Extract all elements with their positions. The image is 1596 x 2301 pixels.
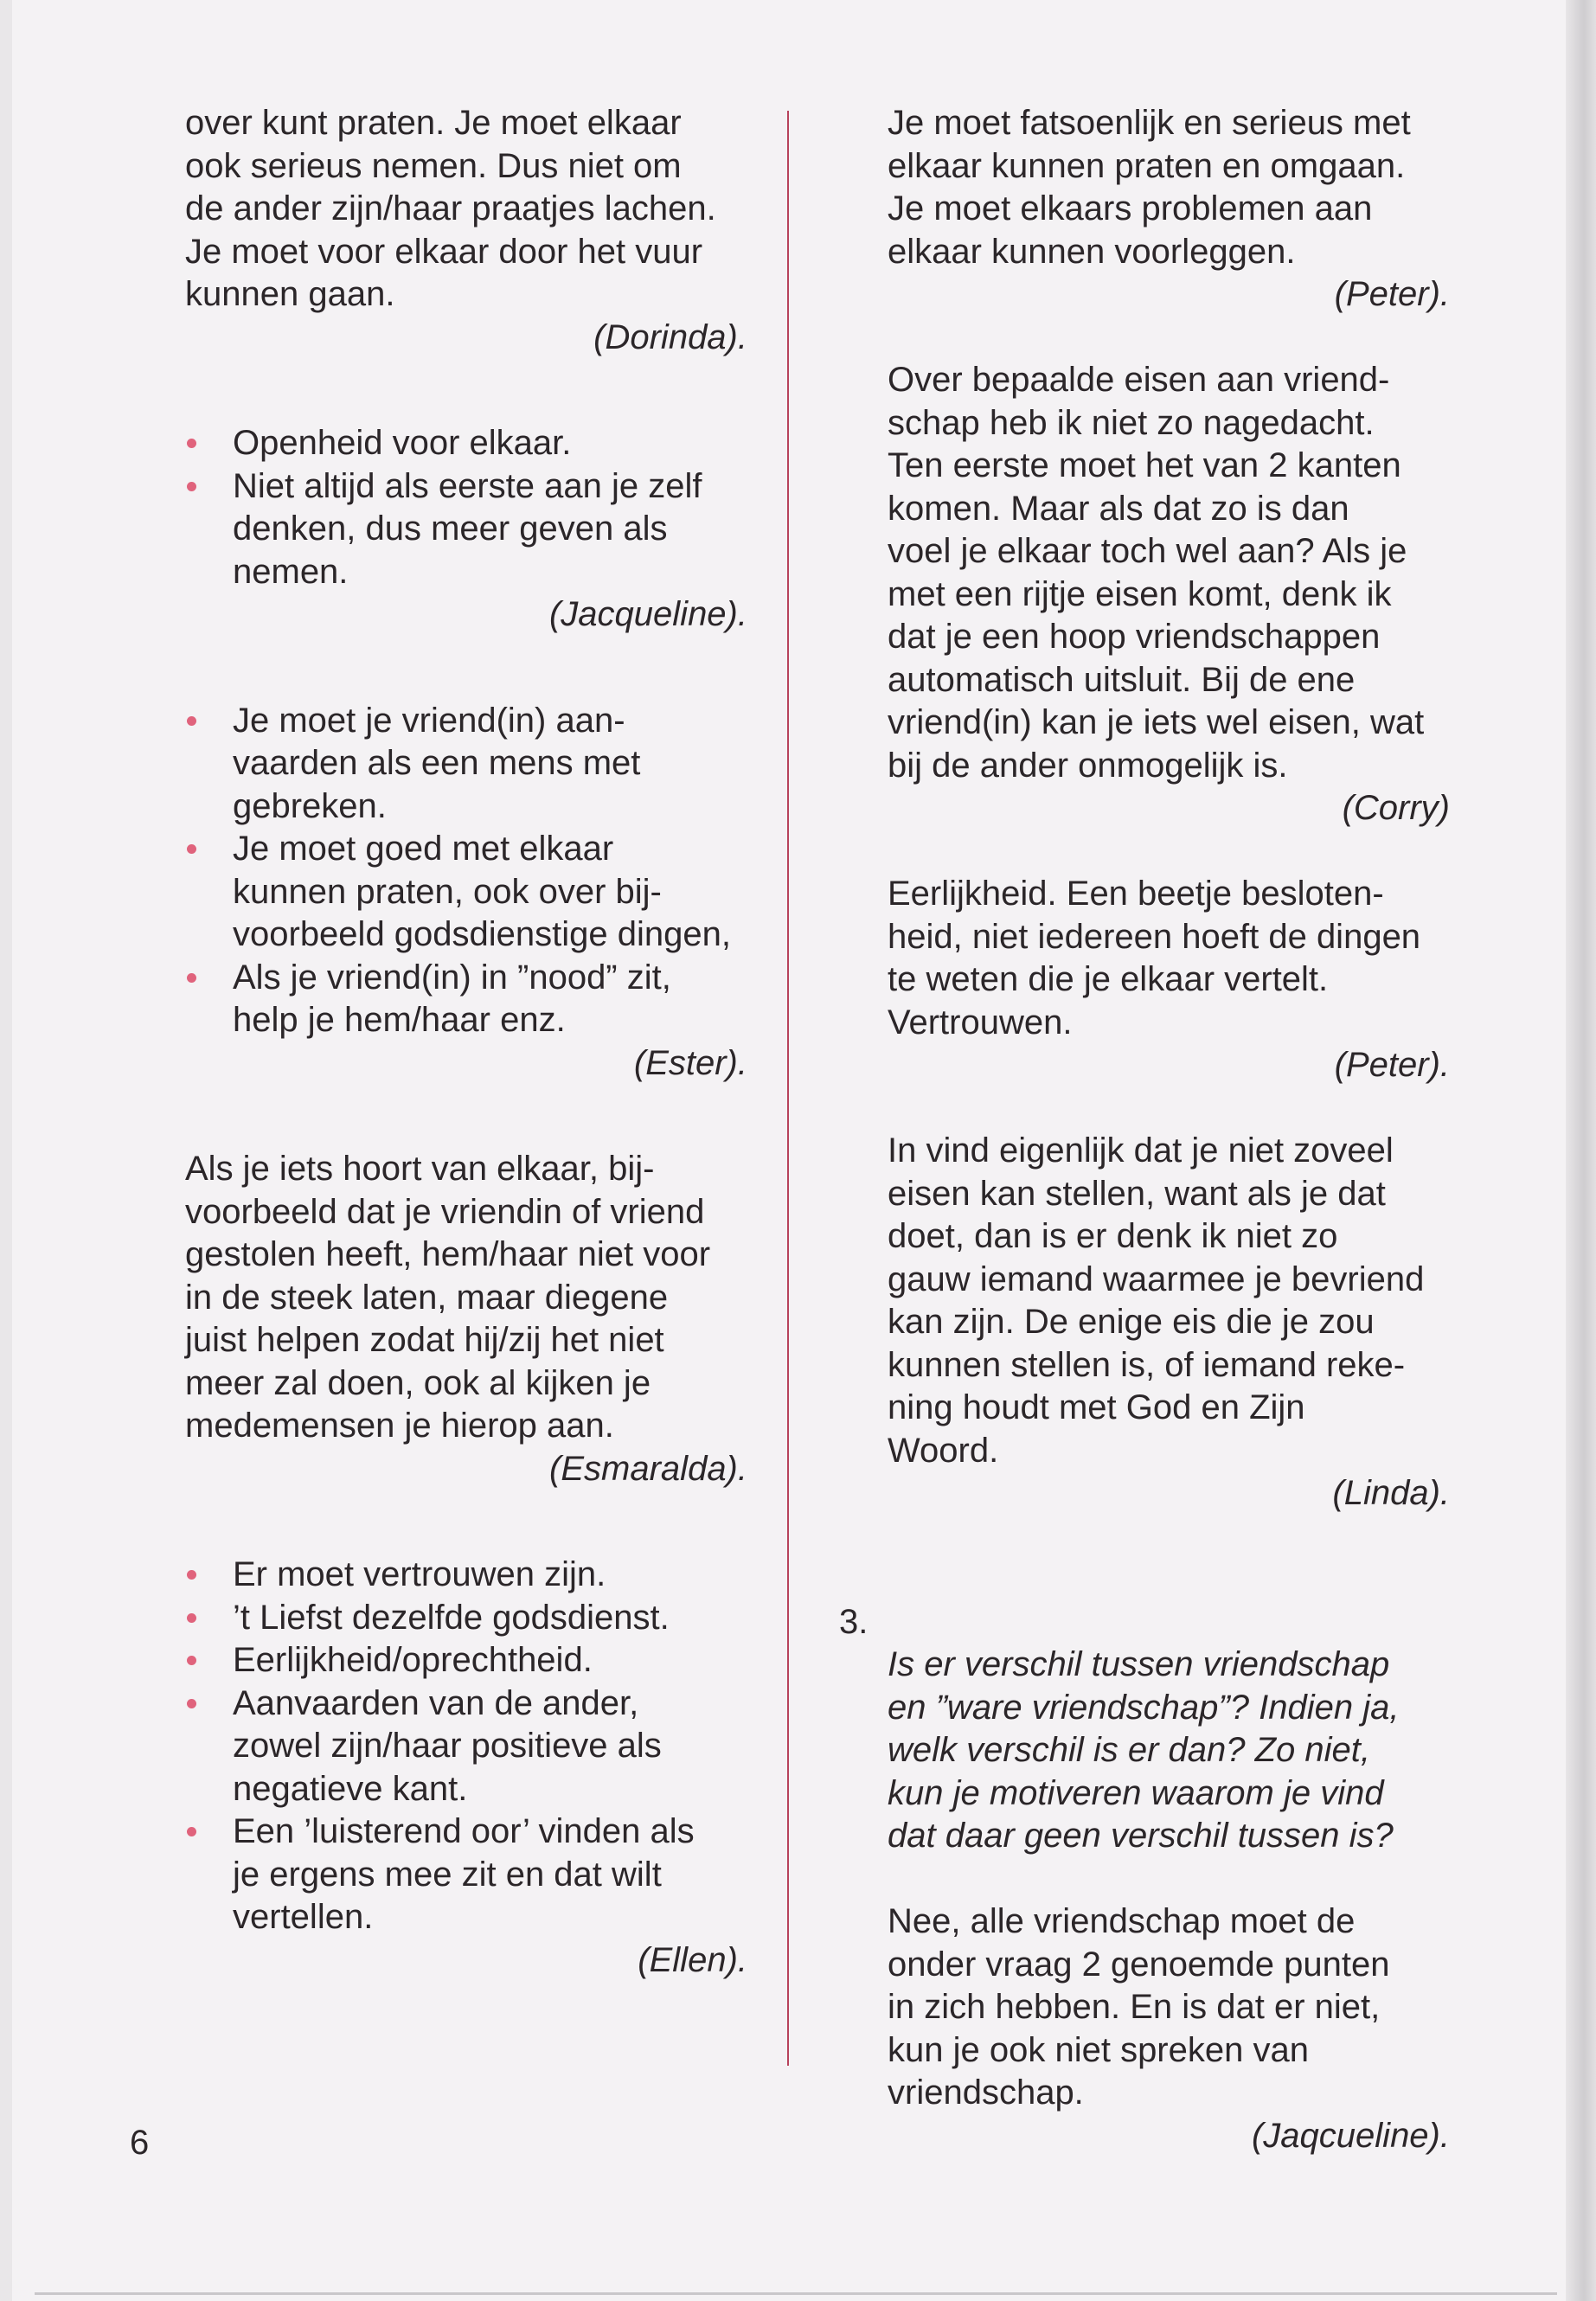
list-item: Niet altijd als eerste aan je zelf denken, dus meer geven als nemen. [185, 465, 747, 594]
response-ellen [185, 1554, 747, 1982]
column-divider [787, 111, 789, 2066]
response-jaqcueline [888, 1900, 1450, 2157]
list-item: Er moet vertrouwen zijn. [185, 1554, 747, 1597]
author-ester: (Ester). [633, 1043, 747, 1082]
response-text: Over bepaalde eisen aan vriend- schap heb ik niet zo nagedacht. Ten eerste moet het van 2 kanten komen. Maar als dat zo is dan voel je elkaar toch wel aan? Als je met een rijtje eisen komt, denk ik dat je een hoop vriendschappen automatisch uitsluit. Bij de ene vriend(in) kan je iets wel eisen, wat bij de ander onmogelijk is. [888, 361, 1425, 785]
response-peter-1 [888, 102, 1450, 317]
author-jaqcueline: (Jaqcueline). [1251, 2116, 1450, 2155]
response-text: Je moet fatsoenlijk en serieus met elkaar kunnen praten en omgaan. Je moet elkaars problemen aan elkaar kunnen voorleggen. [888, 104, 1411, 271]
author-linda: (Linda). [1332, 1474, 1450, 1512]
question-text: Is er verschil tussen vriendschap en ”ware vriendschap”? Indien ja, welk verschil is er dan? Zo niet, kun je motiveren waarom je vind dat daar geen verschil tussen is? [888, 1645, 1400, 1855]
bullet-list [185, 422, 747, 593]
list-item: Je moet goed met elkaar kunnen praten, ook over bij- voorbeeld godsdienstige dingen, [185, 828, 747, 957]
response-dorinda [185, 102, 747, 359]
author-dorinda: (Dorinda). [593, 317, 747, 356]
question-3 [839, 1558, 1450, 1858]
left-column [185, 102, 747, 1982]
response-jacqueline [185, 422, 747, 637]
response-esmaralda [185, 1148, 747, 1490]
author-ellen: (Ellen). [638, 1940, 747, 1979]
author-peter: (Peter). [1334, 1046, 1450, 1084]
question-number: 3. [839, 1602, 869, 1641]
response-peter-2 [888, 873, 1450, 1087]
list-item: Openheid voor elkaar. [185, 422, 747, 465]
author-corry: (Corry) [1342, 789, 1450, 827]
list-item: Aanvaarden van de ander, zowel zijn/haar positieve als negatieve kant. [185, 1682, 747, 1811]
author-peter: (Peter). [1334, 275, 1450, 313]
response-text: Als je iets hoort van elkaar, bij- voorbeeld dat je vriendin of vriend gestolen heeft, hem/haar niet voor in de steek laten, maar diegene juist helpen zodat hij/zij het niet meer zal doen, ook al kijken je medemensen je hierop aan. [185, 1150, 711, 1445]
bottom-rule [35, 2292, 1557, 2295]
response-text: In vind eigenlijk dat je niet zoveel eisen kan stellen, want als je dat doet, dan is er denk ik niet zo gauw iemand waarmee je bevriend kan zijn. De enige eis die je zou kunnen stellen is, of iemand reke- ning houdt met God en Zijn Woord. [888, 1131, 1425, 1470]
response-ester [185, 700, 747, 1086]
author-jacqueline: (Jacqueline). [548, 595, 747, 633]
list-item: Als je vriend(in) in ”nood” zit, help je hem/haar enz. [185, 957, 747, 1042]
response-text: Nee, alle vriendschap moet de onder vraag 2 genoemde punten in zich hebben. En is dat er niet, kun je ook niet spreken van vriendschap. [888, 1902, 1390, 2112]
page-edge-shadow [1566, 0, 1596, 2301]
bullet-list [185, 1554, 747, 1939]
list-item: Een ’luisterend oor’ vinden als je ergens mee zit en dat wilt vertellen. [185, 1811, 747, 1939]
list-item: Je moet je vriend(in) aan- vaarden als een mens met gebreken. [185, 700, 747, 829]
right-column [839, 102, 1450, 2157]
response-linda [888, 1130, 1450, 1516]
response-text: over kunt praten. Je moet elkaar ook serieus nemen. Dus niet om de ander zijn/haar praatjes lachen. Je moet voor elkaar door het vuur kunnen gaan. [185, 104, 716, 313]
bullet-list [185, 700, 747, 1042]
list-item: Eerlijkheid/oprechtheid. [185, 1639, 747, 1682]
author-esmaralda: (Esmaralda). [549, 1449, 747, 1488]
response-text: Eerlijkheid. Een beetje besloten- heid, niet iedereen hoeft de dingen te weten die je elkaar vertelt. Vertrouwen. [888, 875, 1421, 1042]
list-item: ’t Liefst dezelfde godsdienst. [185, 1597, 747, 1640]
page-number: 6 [130, 2124, 150, 2162]
response-corry [888, 359, 1450, 830]
